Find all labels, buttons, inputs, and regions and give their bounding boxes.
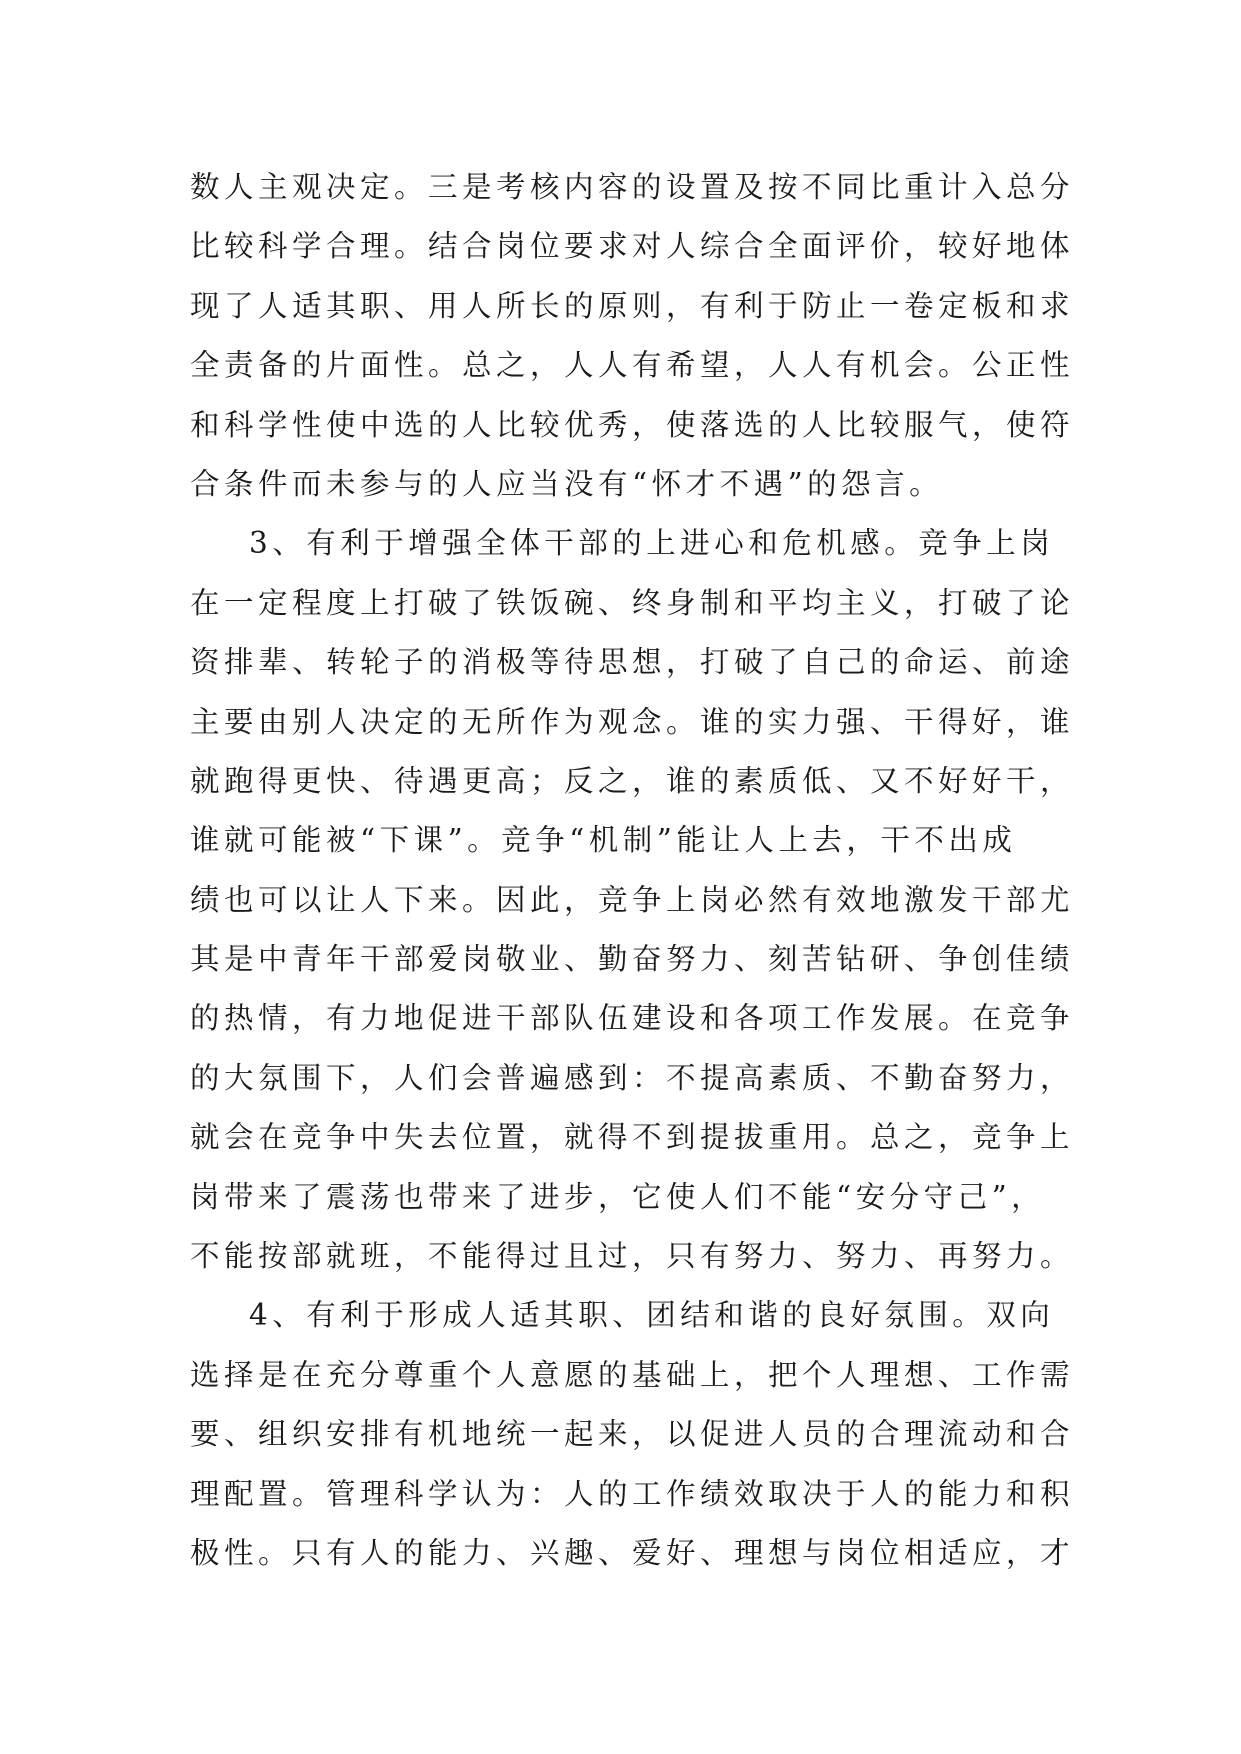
text-line: 选择是在充分尊重个人意愿的基础上，把个人理想、工作需 xyxy=(190,1357,1075,1392)
text-line: 在一定程度上打破了铁饭碗、终身制和平均主义，打破了论 xyxy=(190,585,1075,620)
text-line: 全责备的片面性。总之，人人有希望，人人有机会。公正性 xyxy=(190,348,1075,383)
text-line: 就跑得更快、待遇更高；反之，谁的素质低、又不好好干， xyxy=(190,763,1075,798)
text-line: 其是中青年干部爱岗敬业、勤奋努力、刻苦钻研、争创佳绩 xyxy=(190,942,1075,977)
text-line: 现了人适其职、用人所长的原则，有利于防止一卷定板和求 xyxy=(190,288,1075,323)
paragraph-4-first-line: 4、有利于形成人适其职、团结和谐的良好氛围。双向 xyxy=(249,1298,1055,1333)
text-line: 就会在竞争中失去位置，就得不到提拔重用。总之，竞争上 xyxy=(190,1120,1075,1155)
text-line: 不能按部就班，不能得过且过，只有努力、努力、再努力。 xyxy=(190,1239,1075,1274)
text-line: 的热情，有力地促进干部队伍建设和各项工作发展。在竞争 xyxy=(190,1001,1075,1036)
text-line: 和科学性使中选的人比较优秀，使落选的人比较服气，使符 xyxy=(190,407,1075,442)
paragraph-3-first-line: 3、有利于增强全体干部的上进心和危机感。竞争上岗 xyxy=(249,526,1055,561)
text-line: 的大氛围下，人们会普遍感到：不提高素质、不勤奋努力， xyxy=(190,1060,1075,1095)
text-line: 谁就可能被“下课”。竞争“机制”能让人上去，干不出成 xyxy=(190,823,1017,858)
text-line: 比较科学合理。结合岗位要求对人综合全面评价，较好地体 xyxy=(190,229,1075,264)
text-line: 主要由别人决定的无所作为观念。谁的实力强、干得好，谁 xyxy=(190,704,1075,739)
text-line: 数人主观决定。三是考核内容的设置及按不同比重计入总分 xyxy=(190,170,1075,204)
text-line: 资排辈、转轮子的消极等待思想，打破了自己的命运、前途 xyxy=(190,645,1075,680)
text-line: 理配置。管理科学认为：人的工作绩效取决于人的能力和积 xyxy=(190,1476,1075,1511)
text-line: 极性。只有人的能力、兴趣、爱好、理想与岗位相适应，才 xyxy=(190,1535,1075,1570)
text-line: 岗带来了震荡也带来了进步，它使人们不能“安分守己”， xyxy=(190,1179,1046,1214)
body-text xyxy=(190,158,1075,1583)
text-line: 合条件而未参与的人应当没有“怀才不遇”的怨言。 xyxy=(190,466,944,501)
text-line: 绩也可以让人下来。因此，竞争上岗必然有效地激发干部尤 xyxy=(190,882,1075,917)
text-line: 要、组织安排有机地统一起来，以促进人员的合理流动和合 xyxy=(190,1417,1075,1452)
